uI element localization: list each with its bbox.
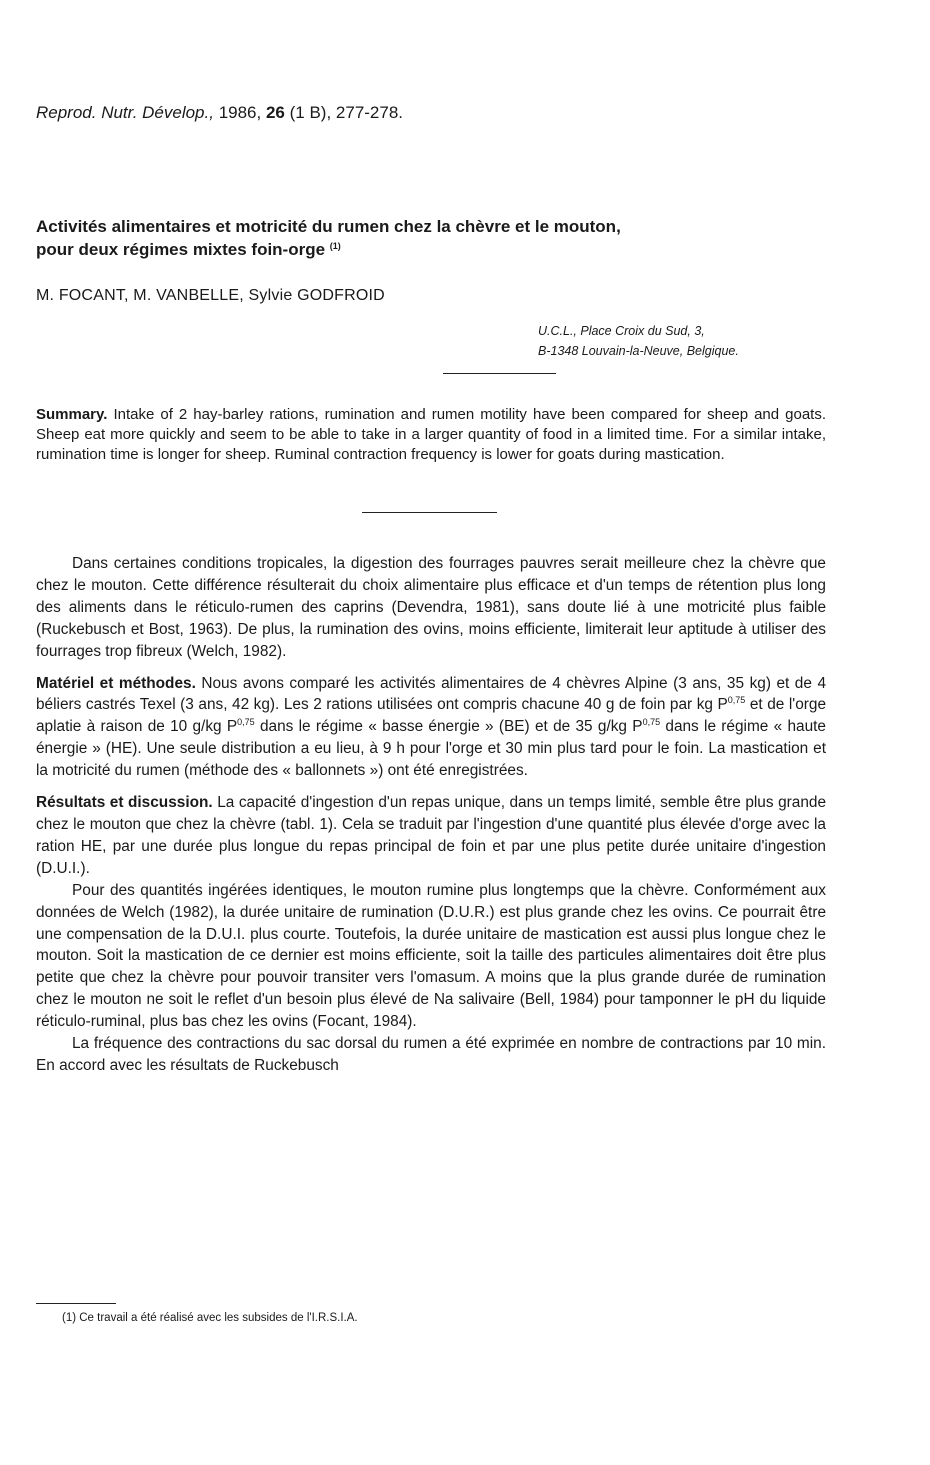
summary-block bbox=[36, 405, 826, 466]
exponent: 0,75 bbox=[642, 717, 661, 728]
title-line-2: pour deux régimes mixtes foin-orge $^{(1)}$ bbox=[36, 240, 341, 259]
intro-paragraph: Dans certaines conditions tropicales, la digestion des fourrages pauvres serait meilleure chez la chèvre que chez le mouton. Cette différence résulterait du choix alimentaire plus efficace et d'un temps de rétention plus long des aliments dans le réticulo-rumen des caprins (Devendra, 1981), sans doute lié à une motricité plus faible (Ruckebusch et Bost, 1963). De plus, la rumination des ovins, moins efficiente, limiterait leur aptitude à utiliser des fourrages trop fibreux (Welch, 1982). bbox=[36, 555, 826, 660]
title-line-1: Activités alimentaires et motricité du rumen chez la chèvre et le mouton, bbox=[36, 217, 621, 236]
methods-heading: Matériel et méthodes. bbox=[36, 674, 196, 692]
affiliation-line-1: U.C.L., Place Croix du Sud, 3, bbox=[538, 324, 705, 338]
affiliation bbox=[538, 321, 739, 361]
footnote-rule bbox=[36, 1303, 116, 1304]
results-paragraph-3: La fréquence des contractions du sac dorsal du rumen a été exprimée en nombre de contractions par 10 min. En accord avec les résultats de Ruckebusch bbox=[36, 1035, 826, 1074]
article-title bbox=[36, 215, 866, 261]
journal-issue-pages: (1 B), 277-278. bbox=[289, 103, 404, 122]
author-list: M. FOCANT, M. VANBELLE, Sylvie GODFROID bbox=[36, 287, 385, 304]
results-paragraph-1: Résultats et discussion. La capacité d'ingestion d'un repas unique, dans un temps limité, semble être plus grande chez le mouton que chez la chèvre (tabl. 1). Cela se traduit par l'ingestion d'une quantité plus élevée d'orge avec la ration HE, par une durée plus longue du repas principal de foin et par une plus petite durée unitaire d'ingestion (D.U.I.). bbox=[36, 794, 826, 877]
summary-label: Summary. bbox=[36, 406, 108, 423]
separator-rule-top bbox=[443, 373, 556, 374]
journal-volume: 26 bbox=[265, 103, 285, 122]
separator-rule-bottom bbox=[362, 512, 497, 513]
methods-paragraph: Matériel et méthodes. Nous avons comparé les activités alimentaires de 4 chèvres Alpine (3 ans, 35 kg) et de 4 béliers castrés Texel (3 ans, 42 kg). Les 2 rations utilisées ont compris chacune 40 g de foin par kg P$^{0,75}$ et de l'orge aplatie à raison de 10 g/kg P$^{0,75}$ dans le régime « basse énergie » (BE) et de 35 g/kg P$^{0,75}$ dans le régime « haute énergie » (HE). Une seule distribution a eu lieu, à 9 h pour l'orge et 30 min plus tard pour le foin. La mastication et la motricité du rumen (méthode des « ballonnets ») ont été enregistrées. bbox=[36, 674, 827, 780]
article-body bbox=[36, 553, 826, 1077]
title-footnote-mark: (1) bbox=[329, 241, 341, 251]
results-heading: Résultats et discussion. bbox=[36, 794, 213, 812]
exponent: 0,75 bbox=[727, 695, 746, 706]
results-paragraph-2: Pour des quantités ingérées identiques, le mouton rumine plus longtemps que la chèvre. Conformément aux données de Welch (1982), la durée unitaire de rumination (D.U.R.) est plus grande chez les ovins. Ce pourrait être une compensation de la D.U.I. plus courte. Toutefois, la durée unitaire de mastication est aussi plus longue chez le mouton. Soit la mastication de ce dernier est moins efficiente, soit la taille des particules alimentaires doit être plus petite que chez la chèvre pour pouvoir transiter vers l'omasum. A moins que la plus grande durée de rumination chez le mouton ne soit le reflet d'un besoin plus élevé de Na salivaire (Bell, 1984) pour tamponner le pH du liquide réticulo-ruminal, plus bas chez les ovins (Focant, 1984). bbox=[36, 881, 826, 1031]
journal-name: Reprod. Nutr. Dévelop., bbox=[36, 103, 214, 122]
affiliation-line-2: B-1348 Louvain-la-Neuve, Belgique. bbox=[538, 344, 739, 358]
journal-year: 1986, bbox=[218, 103, 262, 122]
journal-citation bbox=[36, 103, 403, 123]
exponent: 0,75 bbox=[237, 717, 255, 728]
summary-text: Intake of 2 hay-barley rations, rumination and rumen motility have been compared for sheep and goats. Sheep eat more quickly and seem to be able to take in a larger quantity of food in a limited time. For a similar intake, rumination time is longer for sheep. Ruminal contraction frequency is lower for goats during mastication. bbox=[36, 406, 827, 464]
footnote: (1) Ce travail a été réalisé avec les subsides de l'I.R.S.I.A. bbox=[62, 1312, 358, 1324]
